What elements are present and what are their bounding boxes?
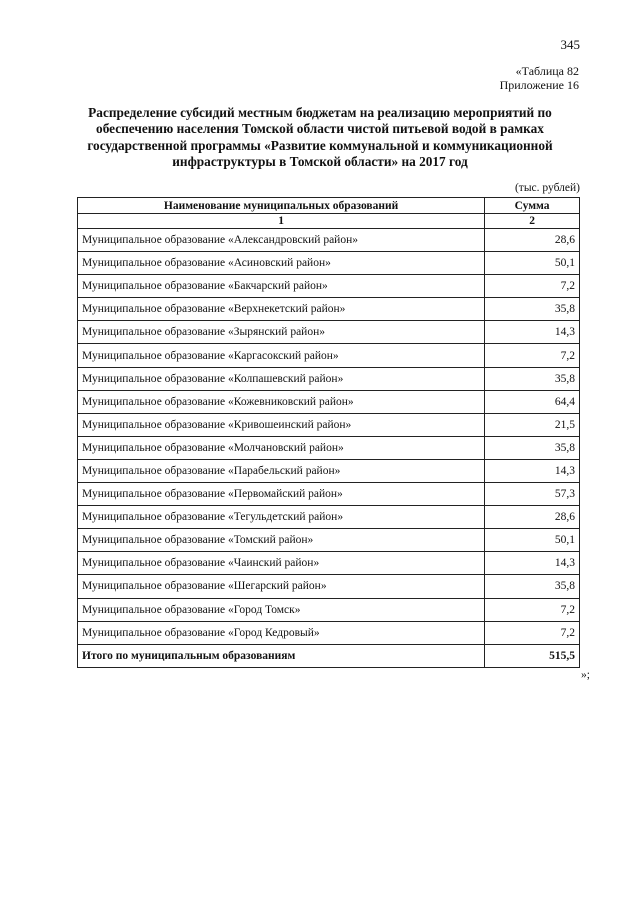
subsidy-amount: 50,1 — [485, 252, 580, 275]
attachment-reference: Приложение 16 — [499, 78, 579, 92]
header-amount: Сумма — [485, 198, 580, 214]
subsidies-table — [77, 197, 580, 668]
subsidy-amount: 14,3 — [485, 321, 580, 344]
table-row — [78, 344, 580, 367]
table-row — [78, 275, 580, 298]
municipality-name: Муниципальное образование «Кожевниковский район» — [78, 390, 485, 413]
table-row — [78, 598, 580, 621]
subsidy-amount: 35,8 — [485, 575, 580, 598]
municipality-name: Муниципальное образование «Каргасокский район» — [78, 344, 485, 367]
municipality-name: Муниципальное образование «Шегарский район» — [78, 575, 485, 598]
municipality-name: Муниципальное образование «Парабельский район» — [78, 459, 485, 482]
table-row — [78, 367, 580, 390]
subsidy-amount: 14,3 — [485, 552, 580, 575]
header-name: Наименование муниципальных образований — [78, 198, 485, 214]
closing-quote: »; — [581, 669, 590, 681]
municipality-name: Муниципальное образование «Колпашевский район» — [78, 367, 485, 390]
municipality-name: Муниципальное образование «Зырянский район» — [78, 321, 485, 344]
table-row — [78, 483, 580, 506]
table-row — [78, 459, 580, 482]
table-row — [78, 506, 580, 529]
subsidy-amount: 28,6 — [485, 506, 580, 529]
subsidy-amount: 7,2 — [485, 344, 580, 367]
municipality-name: Муниципальное образование «Томский район» — [78, 529, 485, 552]
table-row — [78, 229, 580, 252]
page-number: 345 — [560, 37, 580, 52]
subsidy-amount: 35,8 — [485, 367, 580, 390]
subsidy-amount: 50,1 — [485, 529, 580, 552]
table-row — [78, 621, 580, 644]
municipality-name: Муниципальное образование «Бакчарский район» — [78, 275, 485, 298]
table-row — [78, 436, 580, 459]
municipality-name: Муниципальное образование «Кривошеинский район» — [78, 413, 485, 436]
column-number-1: 1 — [78, 214, 485, 229]
table-row — [78, 390, 580, 413]
subsidy-amount: 7,2 — [485, 275, 580, 298]
municipality-name: Муниципальное образование «Асиновский район» — [78, 252, 485, 275]
total-label: Итого по муниципальным образованиям — [78, 644, 485, 667]
total-row — [78, 644, 580, 667]
subsidy-amount: 28,6 — [485, 229, 580, 252]
subsidy-amount: 21,5 — [485, 413, 580, 436]
municipality-name: Муниципальное образование «Чаинский район» — [78, 552, 485, 575]
table-row — [78, 552, 580, 575]
municipality-name: Муниципальное образование «Первомайский район» — [78, 483, 485, 506]
table-row — [78, 321, 580, 344]
table-header-row — [78, 198, 580, 214]
table-row — [78, 252, 580, 275]
municipality-name: Муниципальное образование «Город Томск» — [78, 598, 485, 621]
subsidy-amount: 14,3 — [485, 459, 580, 482]
municipality-name: Муниципальное образование «Верхнекетский район» — [78, 298, 485, 321]
subsidy-amount: 64,4 — [485, 390, 580, 413]
total-amount: 515,5 — [485, 644, 580, 667]
table-row — [78, 413, 580, 436]
appendix-reference — [500, 64, 579, 92]
municipality-name: Муниципальное образование «Молчановский район» — [78, 436, 485, 459]
table-row — [78, 529, 580, 552]
municipality-name: Муниципальное образование «Город Кедровый» — [78, 621, 485, 644]
subsidy-amount: 35,8 — [485, 436, 580, 459]
units-note: (тыс. рублей) — [514, 182, 580, 194]
column-number-2: 2 — [485, 214, 580, 229]
column-number-row — [78, 214, 580, 229]
table-row — [78, 298, 580, 321]
table-row — [78, 575, 580, 598]
table-reference: «Таблица 82 — [515, 64, 579, 78]
subsidy-amount: 7,2 — [485, 598, 580, 621]
municipality-name: Муниципальное образование «Тегульдетский район» — [78, 506, 485, 529]
document-title: Распределение субсидий местным бюджетам на реализацию мероприятий по обеспечению населения Томской области чистой питьевой водой в рамках государственной программы «Развитие коммунальной и коммуникационной инфраструктуры в Томской области» на 2017 год — [87, 105, 553, 170]
subsidy-amount: 7,2 — [485, 621, 580, 644]
subsidy-amount: 57,3 — [485, 483, 580, 506]
subsidy-amount: 35,8 — [485, 298, 580, 321]
municipality-name: Муниципальное образование «Александровский район» — [78, 229, 485, 252]
